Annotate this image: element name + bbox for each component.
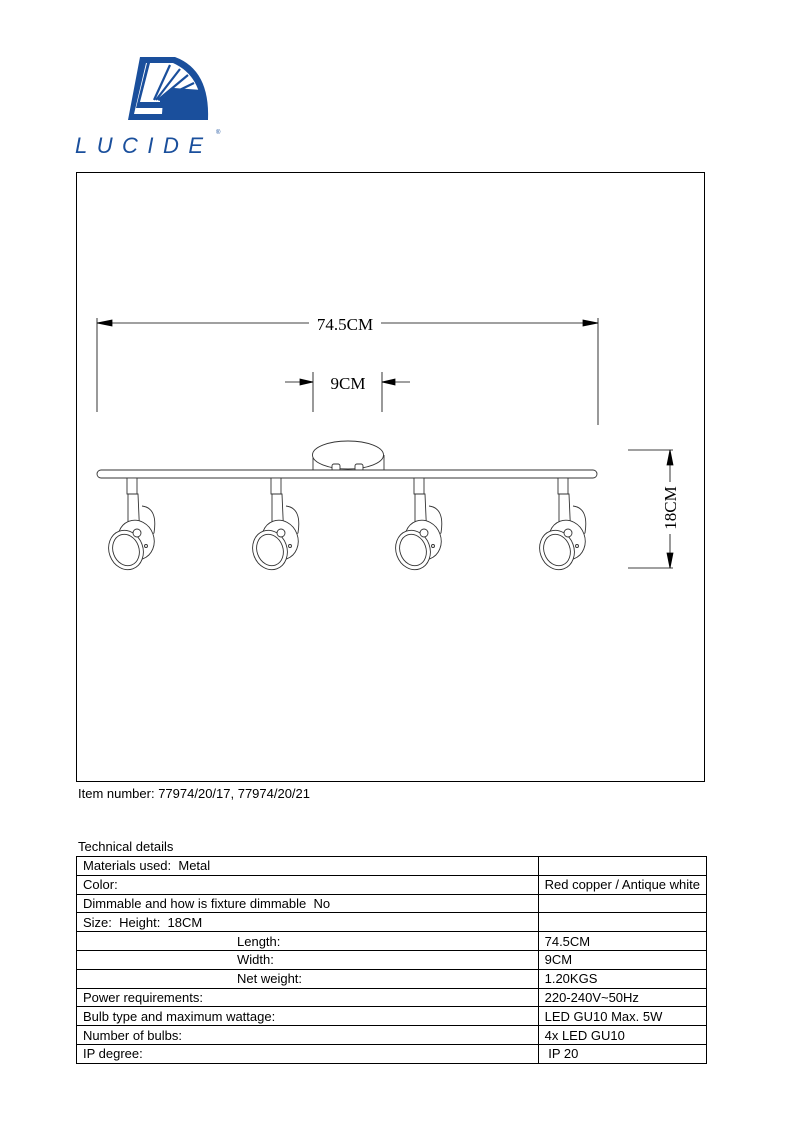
spec-label: Color: [77,875,539,894]
fixture-dimension-drawing [76,172,706,783]
lucide-logo [70,50,230,160]
spec-value: 9CM [538,950,706,969]
width-dimension-label: 9CM [330,374,366,393]
table-row [77,988,707,1007]
spotlight [103,478,160,575]
technical-details-title: Technical details [78,839,174,854]
svg-text:®: ® [216,130,221,136]
spec-value: IP 20 [538,1044,706,1063]
table-row [77,913,707,932]
table-row [77,894,707,913]
spec-label: Materials used: Metal [77,857,539,876]
spec-value [538,913,706,932]
spec-value [538,857,706,876]
spec-value: LED GU10 Max. 5W [538,1007,706,1026]
technical-details-table [76,856,707,1064]
spec-value: Red copper / Antique white [538,875,706,894]
table-row [77,969,707,988]
table-row [77,875,707,894]
spec-label: Power requirements: [77,988,539,1007]
brand-wordmark: LUCIDE [75,133,203,158]
spec-label: IP degree: [77,1044,539,1063]
table-row [77,1007,707,1026]
spotlight [390,478,447,575]
spec-value: 4x LED GU10 [538,1026,706,1045]
spec-label: Net weight: [77,969,539,988]
length-dimension-label: 74.5CM [316,315,374,334]
spec-value: 1.20KGS [538,969,706,988]
spec-value [538,894,706,913]
table-row [77,932,707,951]
item-number: Item number: 77974/20/17, 77974/20/21 [78,786,311,801]
spec-label: Width: [77,950,539,969]
spec-label: Number of bulbs: [77,1026,539,1045]
table-row [77,1044,707,1063]
spec-label: Dimmable and how is fixture dimmable No [77,894,539,913]
table-row [77,857,707,876]
spotlight [534,478,591,575]
ceiling-canopy [313,441,385,471]
spec-value: 220-240V~50Hz [538,988,706,1007]
spec-value: 74.5CM [538,932,706,951]
table-row [77,950,707,969]
spec-label: Size: Height: 18CM [77,913,539,932]
mounting-bar [97,470,597,478]
height-dimension-label: 18CM [661,486,680,530]
spec-label: Length: [77,932,539,951]
spotlight [247,478,304,575]
spec-label: Bulb type and maximum wattage: [77,1007,539,1026]
table-row [77,1026,707,1045]
